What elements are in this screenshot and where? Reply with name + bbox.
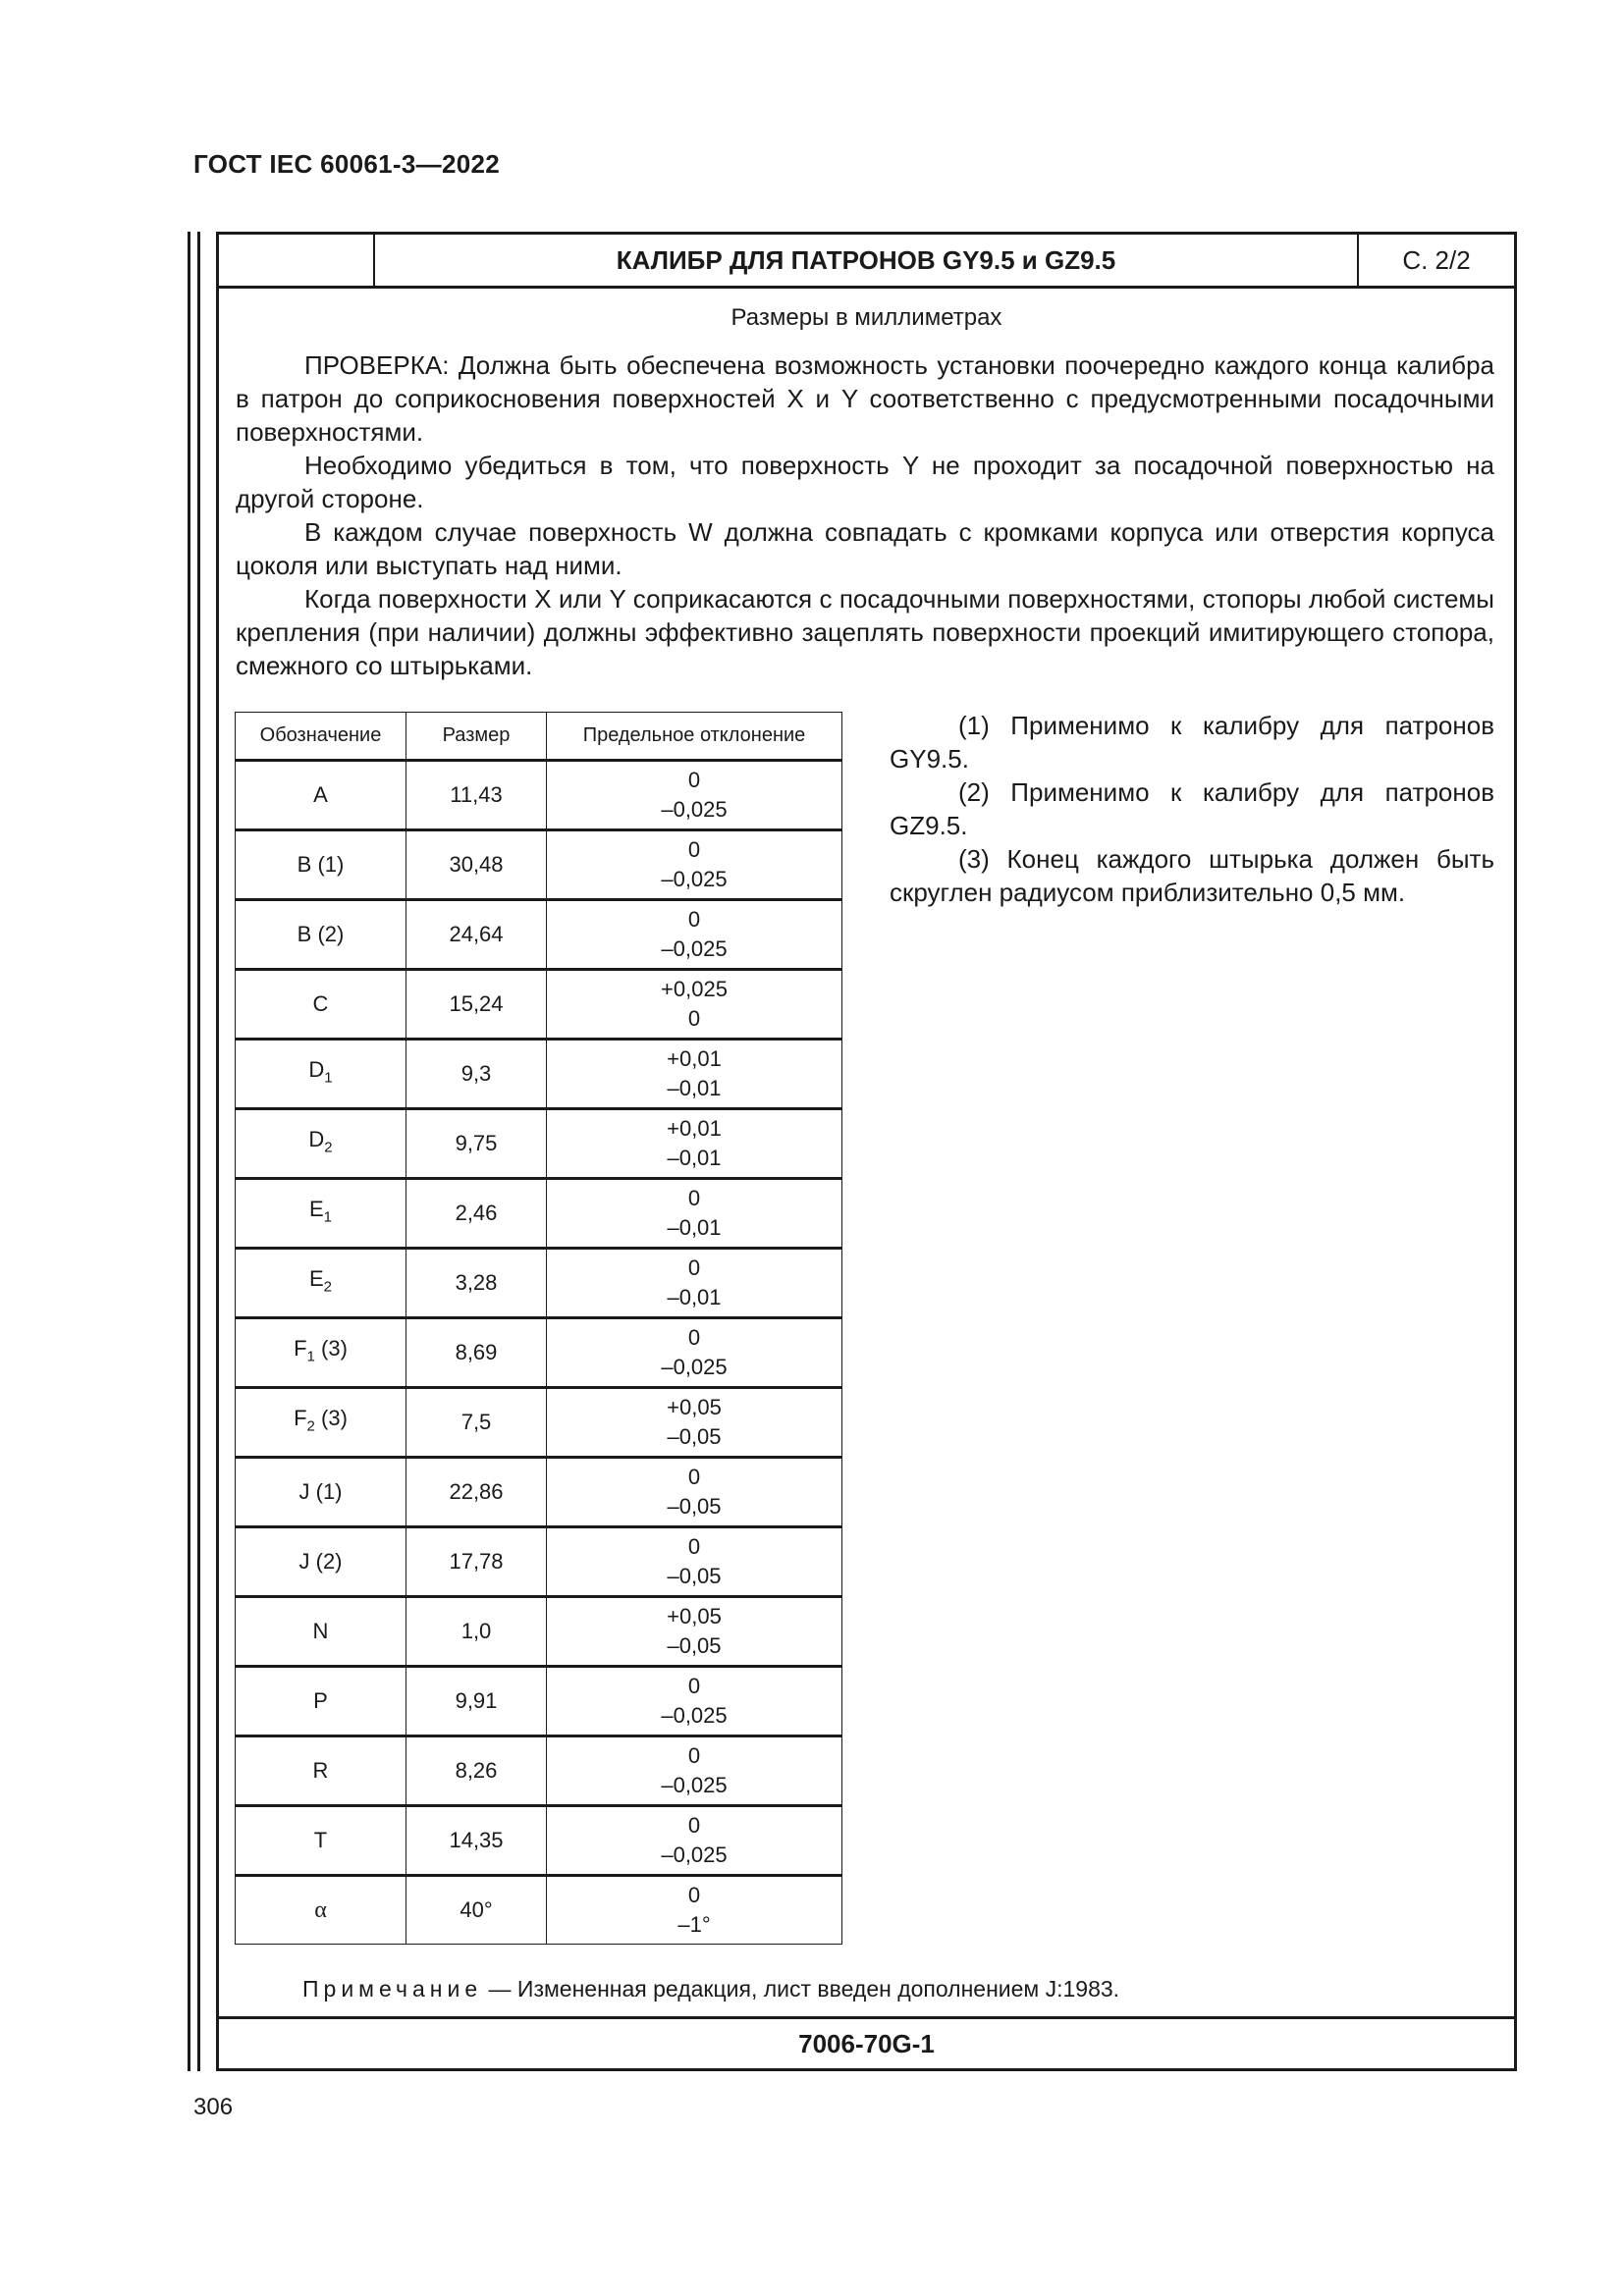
sheet-title: КАЛИБР ДЛЯ ПАТРОНОВ GY9.5 и GZ9.5 <box>375 235 1359 286</box>
designation-cell <box>236 1597 406 1667</box>
designation-symbol: F <box>294 1405 307 1430</box>
tolerance-lower: –0,025 <box>661 1355 728 1379</box>
designation-footnote-ref: (3) <box>314 1335 348 1361</box>
tolerance-upper: 0 <box>687 1743 701 1768</box>
tolerance-lower: –0,01 <box>667 1215 722 1240</box>
designation-cell <box>236 1040 406 1109</box>
tolerance-upper: +0,025 <box>661 977 728 1001</box>
table-row <box>236 1736 842 1806</box>
tolerance-lower: –0,01 <box>667 1146 722 1170</box>
tolerance-upper: 0 <box>687 1186 701 1210</box>
designation-footnote-ref: (3) <box>314 1405 348 1430</box>
size-cell: 1,0 <box>406 1597 547 1667</box>
tolerance-lower: –0,01 <box>667 1076 722 1100</box>
designation-cell <box>236 1736 406 1806</box>
tolerance-cell <box>547 1597 842 1667</box>
size-cell: 8,26 <box>406 1736 547 1806</box>
size-cell: 7,5 <box>406 1388 547 1458</box>
tolerance-cell <box>547 761 842 830</box>
table-row <box>236 1527 842 1597</box>
size-cell: 8,69 <box>406 1318 547 1388</box>
tolerance-lower: –0,01 <box>667 1285 722 1309</box>
designation-cell <box>236 1109 406 1179</box>
size-cell: 3,28 <box>406 1249 547 1318</box>
designation-symbol: C <box>312 991 329 1016</box>
tolerance-upper: 0 <box>687 1534 701 1559</box>
tolerance-lower: –0,025 <box>661 1703 728 1728</box>
designation-symbol: B <box>297 852 312 877</box>
designation-cell <box>236 970 406 1040</box>
designation-symbol: R <box>312 1758 329 1783</box>
tolerance-lower: –0,05 <box>667 1494 722 1519</box>
designation-symbol: B <box>297 922 312 946</box>
size-cell: 11,43 <box>406 761 547 830</box>
tolerance-lower: 0 <box>687 1006 701 1031</box>
paragraph: ПРОВЕРКА: Должна быть обеспечена возможность установки поочередно каждого конца калибра в патрон до соприкосновения поверхностей X и Y соответственно с предусмотренными посадочными поверхностями. <box>236 350 1494 447</box>
remark <box>302 1976 1119 2002</box>
tolerance-cell <box>547 970 842 1040</box>
tolerance-cell <box>547 1040 842 1109</box>
tolerance-upper: 0 <box>687 1813 701 1838</box>
table-row <box>236 830 842 900</box>
designation-symbol: D <box>308 1126 325 1151</box>
designation-cell <box>236 1318 406 1388</box>
paragraph: Необходимо убедиться в том, что поверхность Y не проходит за посадочной поверхностью на другой стороне. <box>236 451 1494 513</box>
tolerance-upper: 0 <box>687 1465 701 1489</box>
designation-cell <box>236 1458 406 1527</box>
designation-symbol: P <box>313 1688 328 1713</box>
tolerance-lower: –0,025 <box>661 936 728 961</box>
dimensions-table <box>235 712 842 1945</box>
table-row <box>236 1318 842 1388</box>
designation-subscript: 2 <box>306 1417 315 1435</box>
tolerance-lower: –0,025 <box>661 797 728 822</box>
tolerance-upper: 0 <box>687 1255 701 1280</box>
designation-symbol: J <box>298 1479 310 1504</box>
tolerance-cell <box>547 1876 842 1945</box>
footnote: (3) Конец каждого штырька должен быть скруглен радиусом приблизительно 0,5 мм. <box>890 844 1494 907</box>
tolerance-upper: 0 <box>687 1883 701 1907</box>
footnote: (1) Применимо к калибру для патронов GY9.5. <box>890 711 1494 774</box>
body-text <box>236 348 1494 682</box>
designation-footnote-ref: (1) <box>309 1479 343 1504</box>
sheet-frame <box>216 232 1517 2071</box>
units-note: Размеры в миллиметрах <box>730 304 1002 331</box>
paragraph: Когда поверхности X или Y соприкасаются с посадочными поверхностями, стопоры любой системы крепления (при наличии) должны эффективно зацеплять поверхности проекций имитирующего стопора, смежного со штырьками. <box>236 584 1494 680</box>
tolerance-upper: 0 <box>687 768 701 792</box>
table-row <box>236 900 842 970</box>
tolerance-cell <box>547 1179 842 1249</box>
tolerance-lower: –0,025 <box>661 1773 728 1797</box>
designation-symbol: E <box>308 1196 324 1221</box>
tolerance-upper: 0 <box>687 1674 701 1698</box>
tolerance-cell <box>547 830 842 900</box>
tolerance-upper: +0,05 <box>667 1604 722 1629</box>
table-row <box>236 1109 842 1179</box>
margin-bar <box>197 232 200 2071</box>
designation-cell <box>236 1527 406 1597</box>
table-row <box>236 1040 842 1109</box>
tolerance-lower: –0,025 <box>661 1842 728 1867</box>
tolerance-cell <box>547 1667 842 1736</box>
size-cell: 9,75 <box>406 1109 547 1179</box>
tolerance-lower: –0,05 <box>667 1564 722 1588</box>
designation-footnote-ref: (2) <box>309 1549 343 1574</box>
designation-symbol: A <box>313 782 328 807</box>
tolerance-upper: 0 <box>687 1325 701 1350</box>
designation-symbol: T <box>313 1828 328 1852</box>
table-row <box>236 1667 842 1736</box>
tolerance-upper: 0 <box>687 907 701 932</box>
designation-cell <box>236 761 406 830</box>
designation-cell <box>236 900 406 970</box>
size-cell: 15,24 <box>406 970 547 1040</box>
table-row <box>236 1458 842 1527</box>
page-number: 306 <box>193 2094 234 2120</box>
table-row <box>236 1249 842 1318</box>
tolerance-lower: –0,05 <box>667 1424 722 1449</box>
tolerance-upper: +0,01 <box>667 1046 722 1071</box>
tolerance-lower: –0,025 <box>661 867 728 891</box>
column-header-tolerance: Предельное отклонение <box>547 713 842 761</box>
designation-subscript: 2 <box>323 1278 333 1296</box>
size-cell: 30,48 <box>406 830 547 900</box>
table-row <box>236 1179 842 1249</box>
designation-symbol: E <box>308 1265 324 1291</box>
table-row <box>236 761 842 830</box>
designation-subscript: 1 <box>306 1348 315 1365</box>
tolerance-cell <box>547 900 842 970</box>
title-block <box>219 235 1514 289</box>
table-row <box>236 1806 842 1876</box>
table-row <box>236 970 842 1040</box>
sheet-code: 7006-70G-1 <box>219 2016 1514 2068</box>
tolerance-upper: +0,01 <box>667 1116 722 1141</box>
paragraph: В каждом случае поверхность W должна совпадать с кромками корпуса или отверстия корпуса цоколя или выступать над ними. <box>236 517 1494 580</box>
tolerance-cell <box>547 1527 842 1597</box>
designation-footnote-ref: (2) <box>311 922 345 946</box>
tolerance-lower: –0,05 <box>667 1633 722 1658</box>
footnotes <box>890 709 1494 909</box>
designation-cell <box>236 1667 406 1736</box>
tolerance-cell <box>547 1109 842 1179</box>
table-body <box>236 761 842 1945</box>
table-row <box>236 1388 842 1458</box>
column-header-designation: Обозначение <box>236 713 406 761</box>
designation-symbol: F <box>294 1335 307 1361</box>
designation-symbol: N <box>312 1619 329 1643</box>
left-margin-bars <box>188 232 201 2071</box>
tolerance-upper: 0 <box>687 837 701 862</box>
tolerance-cell <box>547 1318 842 1388</box>
remark-text: — Измененная редакция, лист введен дополнением J:1983. <box>482 1976 1120 2002</box>
designation-cell <box>236 1876 406 1945</box>
table-row <box>236 1876 842 1945</box>
size-cell: 9,91 <box>406 1667 547 1736</box>
size-cell: 9,3 <box>406 1040 547 1109</box>
sheet-number: С. 2/2 <box>1402 244 1471 275</box>
size-cell: 2,46 <box>406 1179 547 1249</box>
tolerance-cell <box>547 1388 842 1458</box>
designation-cell <box>236 1806 406 1876</box>
size-cell: 14,35 <box>406 1806 547 1876</box>
designation-subscript: 1 <box>323 1208 333 1226</box>
designation-cell <box>236 1179 406 1249</box>
designation-cell <box>236 1388 406 1458</box>
designation-symbol: D <box>308 1056 325 1082</box>
designation-symbol: α <box>314 1897 327 1923</box>
size-cell: 40° <box>406 1876 547 1945</box>
tolerance-cell <box>547 1458 842 1527</box>
remark-label: Примечание <box>302 1976 483 2002</box>
table-header-row <box>236 713 842 761</box>
designation-cell <box>236 1249 406 1318</box>
document-header: ГОСТ IEC 60061-3—2022 <box>193 149 500 179</box>
size-cell: 17,78 <box>406 1527 547 1597</box>
designation-footnote-ref: (1) <box>311 852 345 877</box>
size-cell: 24,64 <box>406 900 547 970</box>
designation-symbol: J <box>298 1549 310 1574</box>
designation-subscript: 1 <box>324 1069 333 1087</box>
title-block-empty-cell <box>219 235 375 286</box>
table-row <box>236 1597 842 1667</box>
column-header-size: Размер <box>406 713 547 761</box>
margin-bar <box>188 232 190 2071</box>
tolerance-upper: +0,05 <box>667 1395 722 1419</box>
designation-subscript: 2 <box>324 1139 333 1156</box>
footnote: (2) Применимо к калибру для патронов GZ9.5. <box>890 777 1494 840</box>
designation-cell <box>236 830 406 900</box>
tolerance-cell <box>547 1806 842 1876</box>
tolerance-cell <box>547 1249 842 1318</box>
tolerance-cell <box>547 1736 842 1806</box>
size-cell: 22,86 <box>406 1458 547 1527</box>
tolerance-lower: –1° <box>677 1912 711 1937</box>
